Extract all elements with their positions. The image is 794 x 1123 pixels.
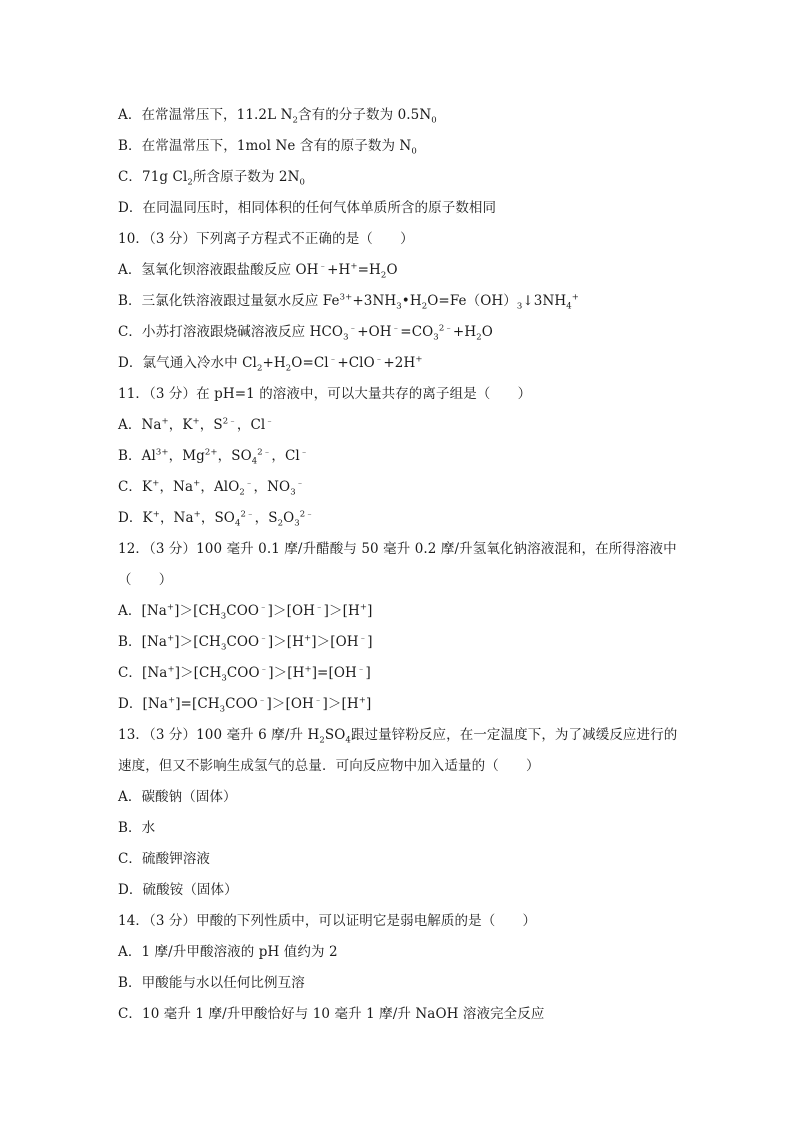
q13-option-b: B．水 — [118, 820, 156, 836]
q9-option-a: A．在常温常压下，11.2L $N_2$含有的分子数为 $0.5N_0$ — [118, 107, 437, 126]
q13-option-d: D．硫酸铵（固体） — [118, 882, 238, 898]
q10-option-c: C．小苏打溶液跟烧碱溶液反应 $HCO_3^﹣+OH^﹣=CO_3^{2﹣}+H_2O$ — [118, 323, 493, 343]
q12-option-c: C．$[Na^+]>[CH_3COO^﹣]>[H^+]=[OH^﹣]$ — [118, 664, 371, 684]
q12-option-b: B．$[Na^+]>[CH_3COO^﹣]>[H^+]>[OH^﹣]$ — [118, 633, 373, 653]
q13-option-c: C．硫酸钾溶液 — [118, 851, 211, 867]
q12-option-d: D．$[Na^+]=[CH_3COO^﹣]>[OH^﹣]>[H^+]$ — [118, 695, 372, 715]
q14-option-b: B．甲酸能与水以任何比例互溶 — [118, 975, 305, 991]
document-page — [118, 100, 698, 1030]
q10-option-d: D．氯气通入冷水中 $Cl_2+H_2O=Cl^﹣+ClO^﹣+2H^+$ — [118, 354, 423, 374]
q13-stem: 13．（3 分）100 毫升 6 摩/升 $H_2SO_4$跟过量锌粉反应，在一定温度下，为了减缓反应进行的 — [118, 727, 678, 746]
q11-option-b: B．$Al^{3+}$，$Mg^{2+}$，$SO_4^{2﹣}$，Cl﹣ — [118, 447, 309, 467]
q11-stem: 11．（3 分）在 pH=1 的溶液中，可以大量共存的离子组是（ ） — [118, 386, 532, 402]
q14-stem: 14．（3 分）甲酸的下列性质中，可以证明它是弱电解质的是（ ） — [118, 913, 537, 929]
q14-option-c: C．10 毫升 1 摩/升甲酸恰好与 10 毫升 1 摩/升 NaOH 溶液完全反应 — [118, 1006, 545, 1022]
q11-option-a: A．Na+，K+，$S^{2﹣}$，Cl﹣ — [118, 416, 274, 433]
q11-option-d: D．K+，Na+，$SO_4^{2﹣}$，$S_2O_3^{2﹣}$ — [118, 509, 314, 529]
q9-option-c: C．71g $Cl_2$所含原子数为 $2N_0$ — [118, 169, 306, 188]
q9-option-b: B．在常温常压下，1mol Ne 含有的原子数为 $N_0$ — [118, 138, 417, 157]
q10-option-b: B．三氯化铁溶液跟过量氨水反应 $Fe^{3+}+3NH_3•H_2O=Fe(OH)_3↓3NH_4^+$ — [118, 292, 580, 312]
q12-option-a: A．$[Na^+]>[CH_3COO^﹣]>[OH^﹣]>[H^+]$ — [118, 602, 373, 622]
q12-stem: 12．（3 分）100 毫升 0.1 摩/升醋酸与 50 毫升 0.2 摩/升氢氧化钠溶液混和，在所得溶液中 — [118, 541, 677, 557]
q13-stem-cont: 速度，但又不影响生成氢气的总量．可向反应物中加入适量的（ ） — [118, 758, 540, 774]
q12-stem-blank: （ ） — [118, 572, 173, 588]
q11-option-c: C．K+，Na+，AlO$_2$﹣，$NO_3^﹣$ — [118, 478, 305, 498]
q10-option-a: A．氢氧化钡溶液跟盐酸反应 $OH^﹣+H^+=H_2O$ — [118, 261, 398, 281]
q9-option-d: D．在同温同压时，相同体积的任何气体单质所含的原子数相同 — [118, 200, 497, 216]
q14-option-a: A．1 摩/升甲酸溶液的 pH 值约为 2 — [118, 944, 338, 960]
q13-option-a: A．碳酸钠（固体） — [118, 789, 237, 805]
q10-stem: 10．（3 分）下列离子方程式不正确的是（ ） — [118, 231, 414, 247]
